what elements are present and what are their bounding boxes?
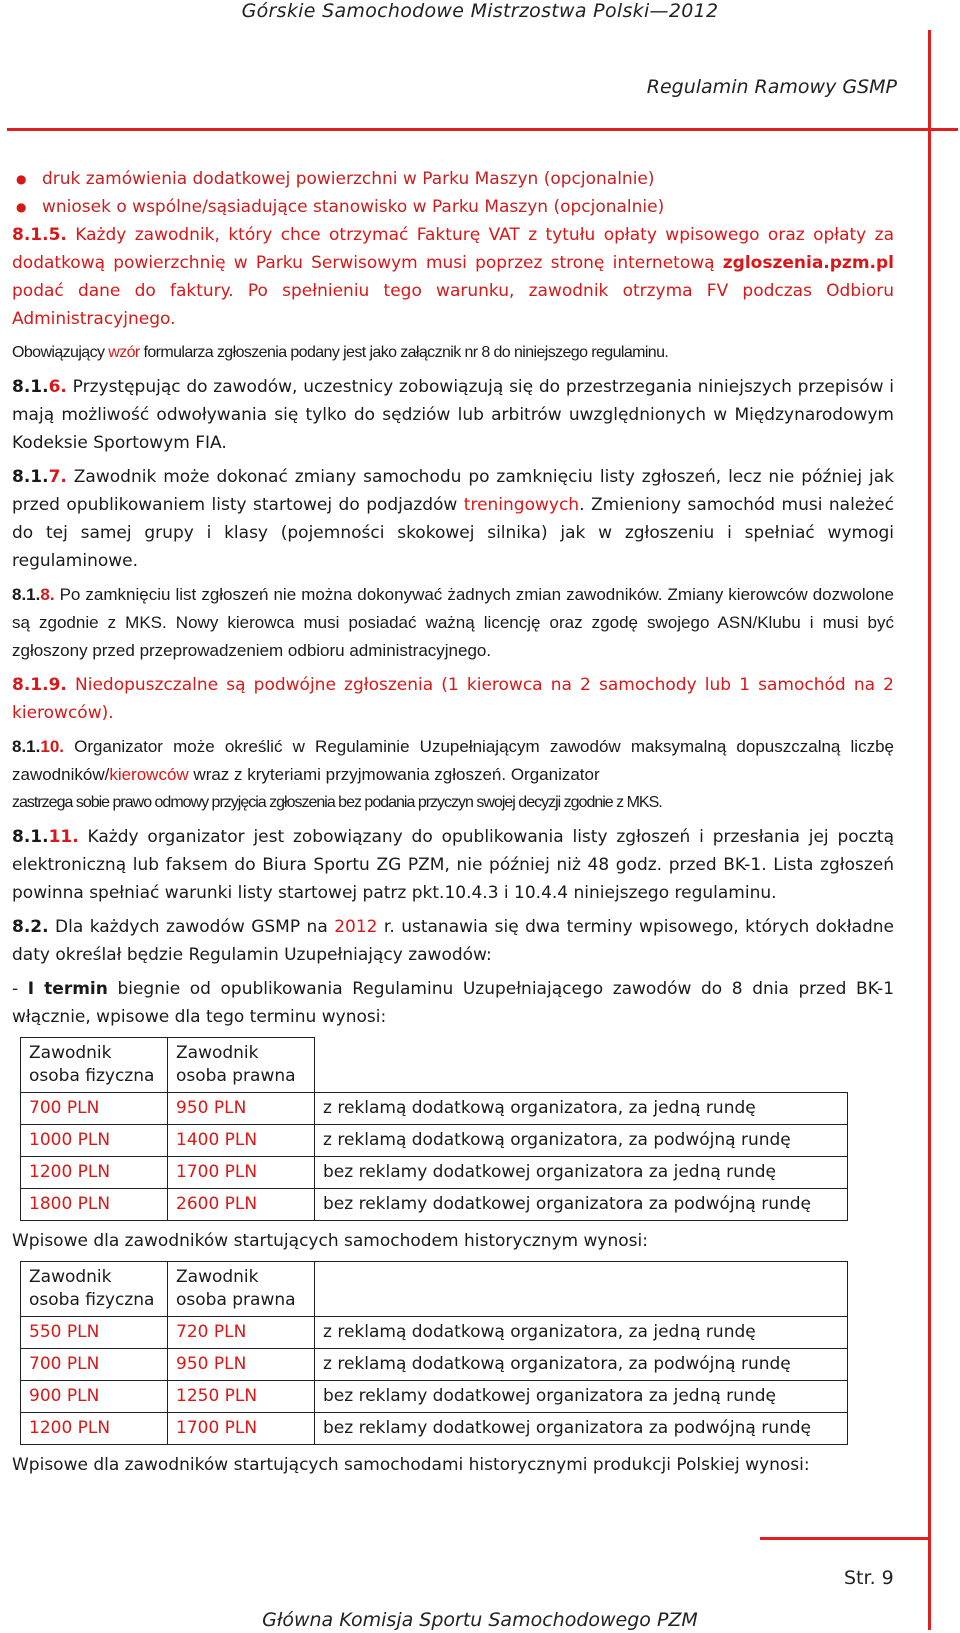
document-header-title: Górskie Samochodowe Mistrzostwa Polski—2012 [241, 0, 719, 22]
website-link[interactable]: zgloszenia.pzm.pl [722, 253, 894, 273]
term-1: - I termin biegnie od opublikowania Regulaminu Uzupełniającego zawodów do 8 dnia przed BK-1 włącznie, wpisowe dla tego terminu wynosi: [12, 979, 895, 1027]
header-cell-empty [315, 1038, 848, 1093]
form-note: Obowiązujący wzór formularza zgłoszenia podany jest jako załącznik nr 8 do niniejszego regulaminu. [12, 344, 669, 361]
page-number: Str. 9 [844, 1567, 894, 1589]
section-8-1-9: 8.1.9. Niedopuszczalne są podwójne zgłoszenia (1 kierowca na 2 samochody lub 1 samochód na 2 kierowców). [12, 675, 894, 723]
section-number: 8.1.5. [12, 225, 67, 245]
header-cell: Zawodnik osoba prawna [168, 1262, 315, 1317]
section-8-1-6: 8.1.6. Przystępując do zawodów, uczestnicy zobowiązują się do przestrzegania niniejszych przepisów i mają możliwość odwoływania się tylko do sędziów lub arbitrów uwzględnionych w Międzynarodowym Kodeksie Sportowym FIA. [12, 377, 894, 453]
table-row: 550 PLN 720 PLN z reklamą dodatkową organizatora, za jedną rundę [21, 1317, 848, 1349]
footer-rule [760, 1537, 928, 1540]
header-rule [7, 128, 958, 131]
section-8-1-7: 8.1.7. Zawodnik może dokonać zmiany samochodu po zamknięciu listy zgłoszeń, lecz nie później jak przed opublikowaniem listy startowej do podjazdów treningowych. Zmieniony samochód musi należeć do tej samej grupy i klasy (pojemności skokowej silnika) jak w zgłoszeniu i spełniać wymogi regulaminowe. [12, 467, 894, 571]
bullet-item: ● wniosek o wspólne/sąsiadujące stanowisko w Parku Maszyn (opcjonalnie) [12, 193, 894, 221]
table-row: 1200 PLN 1700 PLN bez reklamy dodatkowej organizatora za podwójną rundę [21, 1413, 848, 1445]
table-row: 1800 PLN 2600 PLN bez reklamy dodatkowej organizatora za podwójną rundę [21, 1189, 848, 1221]
section-8-1-10: 8.1.10. Organizator może określić w Regulaminie Uzupełniającym zawodów maksymalną dopuszczalną liczbę zawodników/kierowców wraz z kryteriami przyjmowania zgłoszeń. Organizator [12, 737, 894, 784]
fee-table-standard [20, 1037, 848, 1221]
section-8-1-5: 8.1.5. Każdy zawodnik, który chce otrzymać Fakturę VAT z tytułu opłaty wpisowego oraz opłaty za dodatkową powierzchnię w Parku Serwisowym musi poprzez stronę internetową zgloszenia.pzm.pl podać dane do faktury. Po spełnieniu tego warunku, zawodnik otrzyma FV podczas Odbioru Administracyjnego. [12, 225, 894, 329]
section-8-2: 8.2. Dla każdych zawodów GSMP na 2012 r. ustanawia się dwa terminy wpisowego, których dokładne daty określał będzie Regulamin Uzupełniający zawodów: [12, 917, 894, 965]
table-row: 1000 PLN 1400 PLN z reklamą dodatkową organizatora, za podwójną rundę [21, 1125, 848, 1157]
table-row: 900 PLN 1250 PLN bez reklamy dodatkowej organizatora za jedną rundę [21, 1381, 848, 1413]
table-row: 1200 PLN 1700 PLN bez reklamy dodatkowej organizatora za jedną rundę [21, 1157, 848, 1189]
header-cell: Zawodnik osoba fizyczna [21, 1038, 168, 1093]
section-8-1-11: 8.1.11. Każdy organizator jest zobowiązany do opublikowania listy zgłoszeń i przesłania jej pocztą elektroniczną lub faksem do Biura Sportu ZG PZM, nie później niż 48 godz. przed BK-1. Lista zgłoszeń powinna spełniać warunki listy startowej patrz pkt.10.4.3 i 10.4.4 niniejszego regulaminu. [12, 827, 894, 903]
historic-polish-fee-note: Wpisowe dla zawodników startujących samochodami historycznymi produkcji Polskiej wynosi: [12, 1455, 810, 1475]
document-footer: Główna Komisja Sportu Samochodowego PZM [262, 1609, 698, 1631]
right-margin-rule [928, 30, 931, 1630]
table-row: 700 PLN 950 PLN z reklamą dodatkową organizatora, za podwójną rundę [21, 1349, 848, 1381]
bullet-item: ● druk zamówienia dodatkowej powierzchni w Parku Maszyn (opcjonalnie) [12, 165, 894, 193]
table-header-row [21, 1262, 848, 1317]
header-cell: Zawodnik osoba prawna [168, 1038, 315, 1093]
historic-fee-note: Wpisowe dla zawodników startujących samochodem historycznym wynosi: [12, 1231, 648, 1251]
table-row: 700 PLN 950 PLN z reklamą dodatkową organizatora, za jedną rundę [21, 1093, 848, 1125]
document-body [12, 165, 894, 1479]
header-cell: Zawodnik osoba fizyczna [21, 1262, 168, 1317]
fee-table-historic [20, 1261, 848, 1445]
header-cell-empty [315, 1262, 848, 1317]
section-8-1-8: 8.1.8. Po zamknięciu list zgłoszeń nie można dokonywać żadnych zmian zawodników. Zmiany kierowców dozwolone są zgodnie z MKS. Nowy kierowca musi posiadać ważną licencję oraz zgodę swojego ASN/Klubu i musi być zgłoszony przed przeprowadzeniem odbioru administracyjnego. [12, 585, 894, 660]
table-header-row [21, 1038, 848, 1093]
document-header-subtitle: Regulamin Ramowy GSMP [646, 76, 897, 98]
section-8-1-10-cont: zastrzega sobie prawo odmowy przyjęcia zgłoszenia bez podania przyczyn swojej decyzji zgodnie z MKS. [12, 794, 662, 811]
